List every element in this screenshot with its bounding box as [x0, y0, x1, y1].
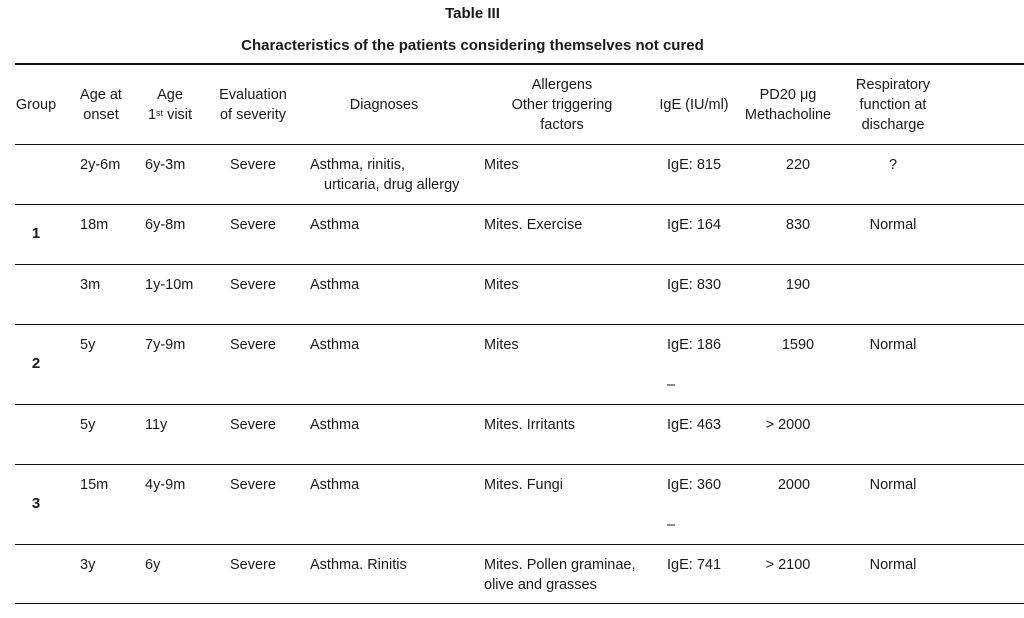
age-onset-cell: 5y — [80, 417, 96, 433]
allergens-cell-line2: olive and grasses — [484, 577, 597, 593]
header-age-visit: Age 1st visit — [147, 87, 193, 123]
ige-dash: – — [667, 377, 676, 393]
top-rule — [15, 63, 1024, 65]
respiratory-cell: ? — [888, 157, 898, 173]
header-age-onset: Age at onset — [80, 87, 122, 123]
ige-cell: IgE: 164 — [667, 217, 722, 233]
age-onset-cell: 18m — [80, 217, 109, 233]
respiratory-cell: Normal — [869, 217, 917, 233]
group-label: 2 — [31, 355, 41, 372]
allergens-cell: Mites — [484, 337, 519, 353]
severity-cell: Severe — [230, 477, 276, 493]
diagnoses-cell: Asthma, rinitis, — [310, 157, 406, 173]
allergens-cell: Mites — [484, 157, 519, 173]
group-divider — [15, 404, 1024, 405]
allergens-cell: Mites. Fungi — [484, 477, 563, 493]
age-visit-cell: 1y-10m — [145, 277, 194, 293]
diagnoses-cell: Asthma — [310, 277, 360, 293]
ige-cell: IgE: 463 — [667, 417, 722, 433]
row-divider — [15, 544, 1024, 545]
diagnoses-cell: Asthma — [310, 217, 360, 233]
ige-dash: – — [667, 517, 676, 533]
allergens-cell: Mites. Irritants — [484, 417, 576, 433]
severity-cell: Severe — [230, 217, 276, 233]
age-visit-cell: 6y-3m — [145, 157, 186, 173]
group-divider — [15, 324, 1024, 325]
age-onset-cell: 3m — [80, 277, 101, 293]
table-caption: Characteristics of the patients considering themselves not cured — [241, 37, 704, 54]
header-respiratory: Respiratory function at discharge — [855, 77, 931, 133]
respiratory-cell: Normal — [869, 337, 917, 353]
diagnoses-cell: Asthma. Rinitis — [310, 557, 407, 573]
respiratory-cell: Normal — [869, 557, 917, 573]
header-allergens: Allergens Other triggering factors — [511, 77, 613, 133]
age-onset-cell: 3y — [80, 557, 96, 573]
header-group: Group — [15, 97, 57, 113]
severity-cell: Severe — [230, 337, 276, 353]
age-visit-cell: 7y-9m — [145, 337, 186, 353]
age-onset-cell: 15m — [80, 477, 109, 493]
severity-cell: Severe — [230, 557, 276, 573]
diagnoses-cell: Asthma — [310, 417, 360, 433]
ige-cell: IgE: 360 — [667, 477, 722, 493]
ige-cell: IgE: 815 — [667, 157, 722, 173]
ige-cell: IgE: 741 — [667, 557, 722, 573]
ige-cell: IgE: 830 — [667, 277, 722, 293]
pd20-cell: 220 — [785, 157, 811, 173]
age-onset-cell: 2y-6m — [80, 157, 121, 173]
group-label: 1 — [31, 225, 41, 242]
pd20-cell: > 2100 — [765, 557, 811, 573]
pd20-cell: 1590 — [781, 337, 815, 353]
pd20-cell: > 2000 — [765, 417, 811, 433]
severity-cell: Severe — [230, 417, 276, 433]
header-diagnoses: Diagnoses — [349, 97, 419, 113]
bottom-rule — [15, 603, 1024, 604]
diagnoses-cell-line2: urticaria, drug allergy — [324, 177, 460, 193]
severity-cell: Severe — [230, 277, 276, 293]
age-visit-cell: 4y-9m — [145, 477, 186, 493]
diagnoses-cell: Asthma — [310, 337, 360, 353]
header-pd20: PD20 μg Methacholine — [744, 87, 832, 123]
allergens-cell: Mites. Exercise — [484, 217, 583, 233]
row-divider — [15, 204, 1024, 205]
age-onset-cell: 5y — [80, 337, 96, 353]
age-visit-cell: 11y — [145, 417, 168, 433]
header-ige: IgE (IU/ml) — [659, 97, 729, 113]
pd20-cell: 2000 — [777, 477, 811, 493]
group-label: 3 — [31, 495, 41, 512]
row-divider — [15, 464, 1024, 465]
header-rule — [15, 144, 1024, 145]
ige-cell: IgE: 186 — [667, 337, 722, 353]
diagnoses-cell: Asthma — [310, 477, 360, 493]
header-severity: Evaluation of severity — [219, 87, 287, 123]
severity-cell: Severe — [230, 157, 276, 173]
allergens-cell: Mites — [484, 277, 519, 293]
row-divider — [15, 264, 1024, 265]
pd20-cell: 190 — [785, 277, 811, 293]
age-visit-cell: 6y-8m — [145, 217, 186, 233]
pd20-cell: 830 — [785, 217, 811, 233]
allergens-cell: Mites. Pollen graminae, — [484, 557, 636, 573]
respiratory-cell: Normal — [869, 477, 917, 493]
table-number: Table III — [445, 5, 500, 22]
age-visit-cell: 6y — [145, 557, 161, 573]
